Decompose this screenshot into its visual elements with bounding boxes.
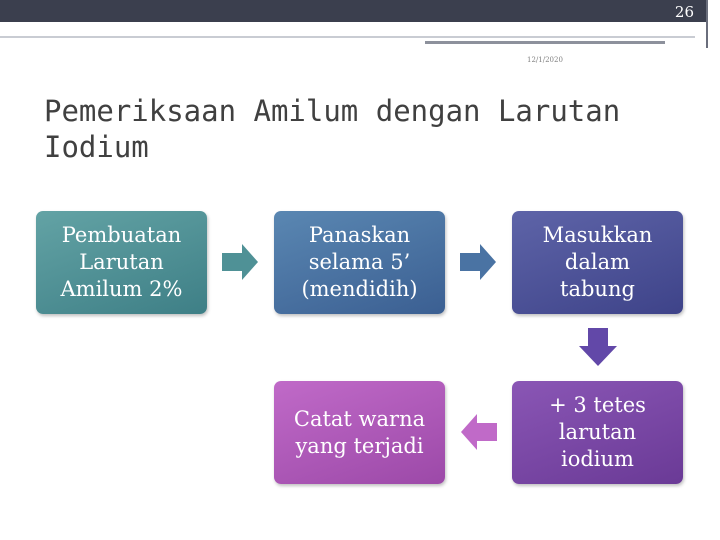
arrow-right-icon — [458, 242, 498, 282]
step-box-masukkan-tabung — [512, 211, 683, 314]
decorative-horizontal-line — [0, 36, 695, 38]
arrow-4-to-5 — [461, 414, 497, 450]
arrow-2-to-3 — [460, 244, 496, 280]
step-box-tetes-iodium — [512, 381, 683, 484]
step-box-pembuatan-larutan — [36, 211, 207, 314]
top-bar-corner — [706, 0, 720, 22]
top-bar — [0, 0, 706, 22]
slide-title: Pemeriksaan Amilum dengan Larutan Iodium — [44, 94, 621, 164]
step-label: Panaskan selama 5’ (mendidih) — [301, 223, 418, 301]
step-box-catat-warna — [274, 381, 445, 484]
arrow-1-to-2 — [222, 244, 258, 280]
arrow-left-icon — [459, 412, 499, 452]
decorative-vertical-line — [706, 0, 708, 48]
slide-date: 12/1/2020 — [527, 56, 563, 64]
step-box-panaskan — [274, 211, 445, 314]
step-label: Pembuatan Larutan Amilum 2% — [60, 223, 183, 301]
step-label: Catat warna yang terjadi — [293, 406, 426, 458]
step-label: + 3 tetes larutan iodium — [549, 393, 646, 471]
slide-number: 26 — [674, 3, 694, 21]
arrow-right-icon — [220, 242, 260, 282]
step-label: Masukkan dalam tabung — [542, 223, 653, 301]
arrow-down-icon — [577, 326, 619, 368]
arrow-3-to-4 — [579, 328, 617, 366]
decorative-accent-line — [425, 41, 665, 44]
